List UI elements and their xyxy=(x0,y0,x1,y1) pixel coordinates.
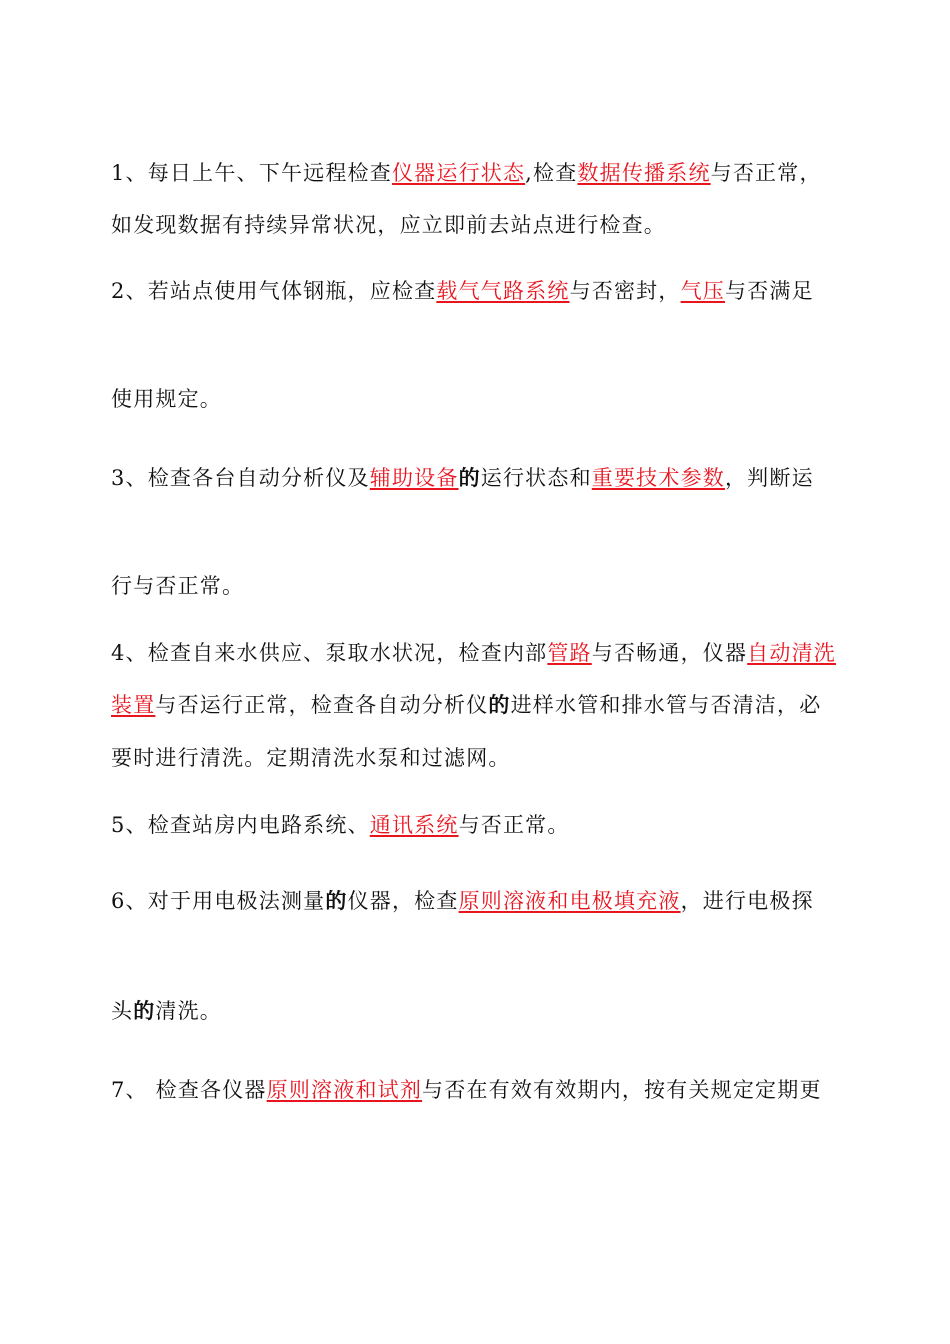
text-segment: 与否畅通，仪器 xyxy=(591,641,748,665)
highlighted-term: 重要技术参数 xyxy=(591,466,725,490)
highlighted-term: 通讯系统 xyxy=(369,813,459,837)
highlighted-term: 数据传播系统 xyxy=(577,161,711,185)
paragraph-4-line-3 xyxy=(111,743,511,773)
text-segment: ，判断运 xyxy=(724,466,814,490)
paragraph-6-line-1 xyxy=(111,886,814,916)
text-segment: 仪器，检查 xyxy=(347,889,459,913)
text-segment: 与否运行正常，检查各自动分析仪 xyxy=(155,693,489,717)
text-segment: 4、检查自来水供应、泵取水状况，检查内部 xyxy=(111,641,548,665)
text-segment: 要时进行清洗。定期清洗水泵和过滤网。 xyxy=(111,746,511,770)
text-segment: 使用规定。 xyxy=(111,387,222,411)
text-segment: 与否正常。 xyxy=(458,813,570,837)
text-segment: 5、检查站房内电路系统、 xyxy=(111,813,370,837)
paragraph-3-line-2 xyxy=(111,571,244,601)
highlighted-term: 原则溶液和试剂 xyxy=(266,1078,423,1102)
text-segment: ,检查 xyxy=(525,161,578,185)
text-segment: 3、检查各台自动分析仪及 xyxy=(111,466,370,490)
highlighted-term: 载气气路系统 xyxy=(436,279,570,303)
text-segment: 6、对于用电极法测量 xyxy=(111,889,326,913)
highlighted-term: 自动清洗 xyxy=(747,641,836,665)
paragraph-1-line-2 xyxy=(111,210,666,240)
paragraph-6-line-2 xyxy=(111,996,222,1026)
highlighted-term: 管路 xyxy=(547,641,592,665)
text-segment: 清洗。 xyxy=(155,999,223,1023)
text-segment: 运行状态和 xyxy=(480,466,592,490)
text-segment: 与否满足 xyxy=(724,279,814,303)
text-segment: 7、 检查各仪器 xyxy=(111,1078,267,1102)
text-segment: 与否在有效有效期内，按有关规定定期更 xyxy=(422,1078,822,1102)
text-segment: 行与否正常。 xyxy=(111,574,245,598)
paragraph-4-line-1 xyxy=(111,638,836,668)
text-segment: 的 xyxy=(325,888,348,913)
text-segment: 的 xyxy=(458,465,481,490)
highlighted-term: 气压 xyxy=(680,279,725,303)
paragraph-2-line-2 xyxy=(111,384,222,414)
text-segment: 与否正常， xyxy=(710,161,822,185)
highlighted-term: 仪器运行状态 xyxy=(391,161,526,185)
highlighted-term: 装置 xyxy=(111,693,156,717)
text-segment: 1、每日上午、下午远程检查 xyxy=(111,161,392,185)
paragraph-3-line-1 xyxy=(111,463,814,493)
highlighted-term: 辅助设备 xyxy=(369,466,459,490)
text-segment: ，进行电极探 xyxy=(680,889,814,913)
text-segment: 的 xyxy=(133,998,156,1023)
text-segment: 如发现数据有持续异常状况，应立即前去站点进行检查。 xyxy=(111,213,666,237)
text-segment: 进样水管和排水管与否清洁，必 xyxy=(510,693,822,717)
paragraph-7-line-1 xyxy=(111,1075,822,1105)
text-segment: 2、若站点使用气体钢瓶，应检查 xyxy=(111,279,437,303)
paragraph-1-line-1 xyxy=(111,158,822,188)
paragraph-4-line-2 xyxy=(111,690,821,720)
paragraph-5-line-1 xyxy=(111,810,570,840)
highlighted-term: 原则溶液和电极填充液 xyxy=(458,889,681,913)
text-segment: 的 xyxy=(488,692,511,717)
text-segment: 头 xyxy=(111,999,134,1023)
text-segment: 与否密封， xyxy=(569,279,681,303)
paragraph-2-line-1 xyxy=(111,276,814,306)
